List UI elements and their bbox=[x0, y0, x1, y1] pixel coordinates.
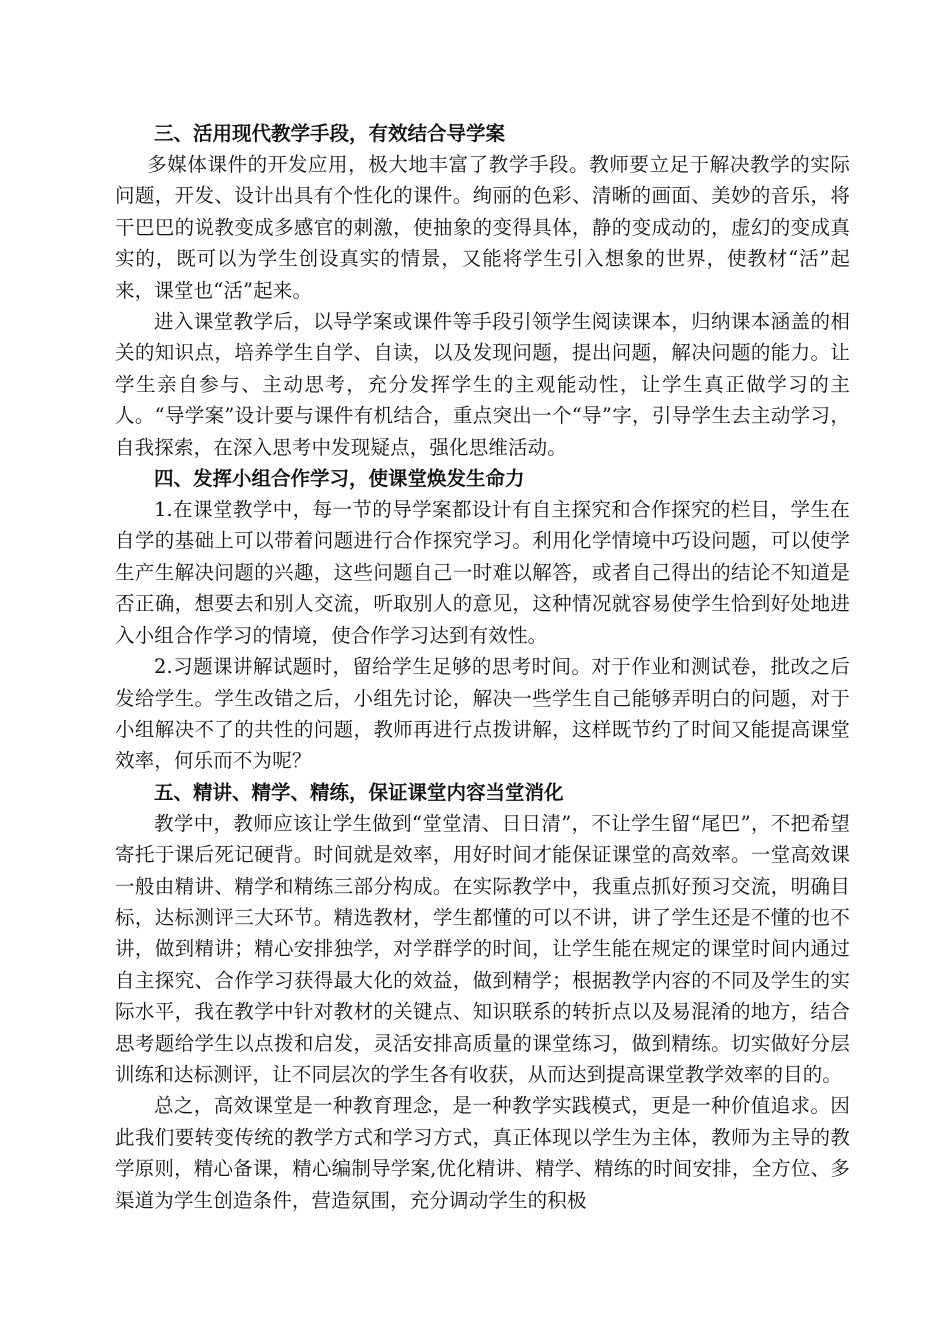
paragraph-guided-learning: 进入课堂教学后，以导学案或课件等手段引领学生阅读课本，归纳课本涵盖的相关的知识点，培养学生自学、自读，以及发现问题，提出问题，解决问题的能力。让学生亲自参与、主动思考，充分发挥学生的主观能动性，让学生真正做学习的主人。“导学案”设计要与课件有机结合，重点突出一个“导”字，引导学生去主动学习，自我探索，在深入思考中发现疑点，强化思维活动。 bbox=[115, 310, 850, 459]
section-heading-3: 三、活用现代教学手段，有效结合导学案 bbox=[154, 122, 506, 145]
paragraph-group-study-2: 2.习题课讲解试题时，留给学生足够的思考时间。对于作业和测试卷，批改之后发给学生。学生改错之后，小组先讨论，解决一些学生自己能够弄明白的问题，对于小组解决不了的共性的问题，教师再进行点拨讲解，这样既节约了时间又能提高课堂效率，何乐而不为呢？ bbox=[115, 655, 850, 773]
paragraph-precise-teaching: 教学中，教师应该让学生做到“堂堂清、日日清”，不让学生留“尾巴”，不把希望寄托于课后死记硬背。时间就是效率，用好时间才能保证课堂的高效率。一堂高效课一般由精讲、精学和精练三部分构成。在实际教学中，我重点抓好预习交流，明确目标，达标测评三大环节。精选教材，学生都懂的可以不讲，讲了学生还是不懂的也不讲，做到精讲；精心安排独学，对学群学的时间，让学生能在规定的课堂时间内通过自主探究、合作学习获得最大化的效益，做到精学；根据教学内容的不同及学生的实际水平，我在教学中针对教材的关键点、知识联系的转折点以及易混淆的地方，结合思考题给学生以点拨和启发，灵活安排高质量的课堂练习，做到精练。切实做好分层训练和达标测评，让不同层次的学生各有收获，从而达到提高课堂教学效率的目的。 bbox=[115, 811, 850, 1086]
paragraph-conclusion: 总之，高效课堂是一种教育理念，是一种教学实践模式，更是一种价值追求。因此我们要转变传统的教学方式和学习方式，真正体现以学生为主体，教师为主导的教学原则，精心备课，精心编制导学案,优化精讲、精学、精练的时间安排，全方位、多渠道为学生创造条件，营造氛围，充分调动学生的积极 bbox=[115, 1094, 850, 1212]
section-heading-5: 五、精讲、精学、精练，保证课堂内容当堂消化 bbox=[154, 780, 564, 804]
document-page bbox=[115, 118, 850, 1216]
paragraph-multimedia: 多媒体课件的开发应用，极大地丰富了教学手段。教师要立足于解决教学的实际问题，开发、设计出具有个性化的课件。绚丽的色彩、清晰的画面、美妙的音乐，将干巴巴的说教变成多感官的刺激，使抽象的变得具体，静的变成动的，虚幻的变成真实的，既可以为学生创设真实的情景，又能将学生引入想象的世界，使教材“活”起来，课堂也“活”起来。 bbox=[115, 153, 850, 302]
section-heading-4: 四、发挥小组合作学习，使课堂焕发生命力 bbox=[154, 467, 525, 491]
paragraph-group-study-1: 1.在课堂教学中，每一节的导学案都设计有自主探究和合作探究的栏目，学生在自学的基础上可以带着问题进行合作探究学习。利用化学情境中巧设问题，可以使学生产生解决问题的兴趣，这些问题自己一时难以解答，或者自己得出的结论不知道是否正确，想要去和别人交流，听取别人的意见，这种情况就容易使学生恰到好处地进入小组合作学习的情境，使合作学习达到有效性。 bbox=[115, 498, 850, 647]
